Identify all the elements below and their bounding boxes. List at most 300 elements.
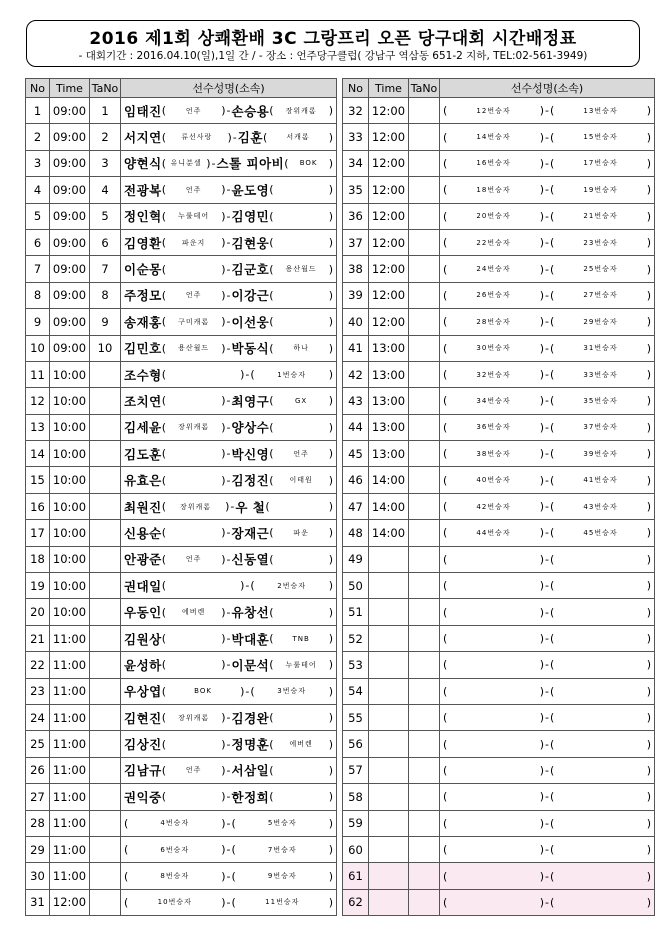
- match-pair: [124, 870, 333, 883]
- cell-no: 1: [26, 98, 50, 124]
- paren-open: (: [443, 711, 448, 725]
- cell-tano: [90, 520, 121, 546]
- dash-separator: -: [226, 183, 231, 197]
- player1-affiliation: 20번승자: [476, 212, 511, 221]
- match-pair: [443, 342, 651, 355]
- paren-close: ): [328, 526, 334, 540]
- match-pair: [124, 471, 333, 489]
- paren-close: ): [539, 552, 545, 566]
- table-row: [26, 678, 337, 704]
- player2-affiliation: 하나: [293, 344, 309, 353]
- player1-name: 김현진: [124, 710, 162, 726]
- paren-close: ): [328, 156, 334, 170]
- paren-close: ): [328, 790, 334, 804]
- paren-close: ): [539, 763, 545, 777]
- cell-time: 14:00: [369, 493, 409, 519]
- match-pair: [443, 711, 651, 724]
- cell-players: [121, 810, 337, 836]
- cell-no: 6: [26, 229, 50, 255]
- dash-separator: -: [226, 315, 231, 329]
- match-pair: [443, 606, 651, 619]
- cell-tano: [409, 493, 440, 519]
- paren-close: ): [221, 473, 226, 487]
- paren-close: ): [221, 183, 226, 197]
- paren-close: ): [221, 526, 226, 540]
- paren-open: (: [250, 579, 255, 593]
- cell-players: [440, 203, 655, 229]
- paren-close: ): [328, 895, 334, 909]
- player1-name: 우상엽: [124, 684, 162, 700]
- paren-close: ): [646, 130, 652, 144]
- cell-players: [440, 863, 655, 889]
- player1-name: 송재홍: [124, 314, 162, 330]
- cell-no: 55: [343, 704, 369, 730]
- paren-close: ): [646, 790, 652, 804]
- player2-name: 한정희: [231, 789, 270, 805]
- table-row: [26, 414, 337, 440]
- paren-open: (: [550, 763, 555, 777]
- dash-separator: -: [545, 315, 549, 329]
- cell-tano: 2: [90, 124, 121, 150]
- table-row: [26, 810, 337, 836]
- match-pair: [124, 682, 333, 700]
- table-row: [343, 599, 655, 625]
- cell-tano: [409, 177, 440, 203]
- paren-close: ): [539, 368, 545, 382]
- cell-tano: [90, 467, 121, 493]
- player1-name: 정인혁: [124, 209, 162, 225]
- player1-name: 이순몽: [124, 262, 162, 278]
- dash-separator: -: [545, 763, 549, 777]
- dash-separator: -: [545, 104, 549, 118]
- dash-separator: -: [545, 658, 549, 672]
- dash-separator: -: [226, 711, 231, 725]
- cell-no: 31: [26, 889, 50, 915]
- cell-time: 09:00: [50, 150, 90, 176]
- schedule-table-left: [25, 78, 337, 916]
- cell-no: 23: [26, 678, 50, 704]
- cell-players: [440, 150, 655, 176]
- paren-open: (: [250, 684, 255, 698]
- cell-players: [440, 177, 655, 203]
- player2-affiliation: GX: [295, 396, 308, 405]
- paren-close: ): [646, 763, 652, 777]
- match-pair: [124, 260, 333, 278]
- cell-tano: [90, 546, 121, 572]
- player1-affiliation: 40번승자: [476, 476, 511, 485]
- player1-affiliation: 류선사랑: [181, 133, 213, 142]
- player1-affiliation: 12번승자: [476, 106, 511, 115]
- player2-name: 우 철: [235, 499, 266, 515]
- paren-open: (: [161, 156, 167, 170]
- cell-time: 11:00: [50, 625, 90, 651]
- paren-open: (: [443, 183, 448, 197]
- paren-close: ): [539, 658, 545, 672]
- player1-name: 김도훈: [124, 446, 162, 462]
- cell-players: [121, 150, 337, 176]
- player1-affiliation: 4번승자: [160, 819, 190, 828]
- paren-close: ): [328, 315, 334, 329]
- paren-close: ): [240, 684, 245, 698]
- player2-affiliation: 13번승자: [583, 106, 618, 115]
- paren-open: (: [161, 420, 167, 434]
- table-row: [26, 836, 337, 862]
- cell-time: 09:00: [50, 282, 90, 308]
- player1-name: 권대일: [124, 578, 162, 594]
- dash-separator: -: [226, 341, 231, 355]
- dash-separator: -: [545, 843, 549, 857]
- paren-open: (: [550, 605, 555, 619]
- player1-affiliation: 언주: [185, 555, 202, 564]
- cell-tano: [409, 784, 440, 810]
- player2-affiliation: 41번승자: [583, 476, 618, 485]
- cell-players: [440, 388, 655, 414]
- cell-tano: [90, 599, 121, 625]
- cell-tano: 8: [90, 282, 121, 308]
- table-row: [343, 757, 655, 783]
- match-pair: [443, 500, 651, 513]
- match-pair: [443, 896, 651, 909]
- paren-open: (: [443, 315, 448, 329]
- table-row: [26, 203, 337, 229]
- table-row: [26, 546, 337, 572]
- cell-tano: [409, 520, 440, 546]
- paren-open: (: [231, 895, 236, 909]
- player2-affiliation: BOK: [299, 159, 318, 168]
- player1-affiliation: 38번승자: [476, 449, 511, 458]
- cell-no: 54: [343, 678, 369, 704]
- paren-close: ): [539, 183, 545, 197]
- paren-close: ): [221, 711, 226, 725]
- player2-name: 김경완: [231, 710, 270, 726]
- paren-close: ): [328, 684, 333, 698]
- paren-open: (: [443, 843, 448, 857]
- match-pair: [124, 154, 333, 172]
- player2-affiliation: 35번승자: [583, 396, 618, 405]
- paren-close: ): [328, 341, 334, 355]
- cell-players: [440, 98, 655, 124]
- match-pair: [124, 128, 333, 146]
- col-header-tano: TaNo: [409, 79, 440, 98]
- cell-no: 62: [343, 889, 369, 915]
- cell-time: 09:00: [50, 229, 90, 255]
- paren-open: (: [269, 790, 274, 804]
- paren-close: ): [539, 816, 545, 830]
- paren-open: (: [269, 711, 274, 725]
- cell-no: 60: [343, 836, 369, 862]
- paren-close: ): [646, 843, 652, 857]
- cell-no: 10: [26, 335, 50, 361]
- cell-time: 12:00: [50, 889, 90, 915]
- cell-no: 30: [26, 863, 50, 889]
- player1-affiliation: 8번승자: [160, 872, 190, 881]
- paren-close: ): [646, 632, 652, 645]
- paren-open: (: [269, 737, 274, 751]
- dash-separator: -: [545, 500, 549, 514]
- cell-players: [121, 335, 337, 361]
- table-row: [343, 441, 655, 467]
- player1-name: 안광준: [124, 552, 162, 568]
- dash-separator: -: [545, 816, 549, 830]
- cell-tano: 3: [90, 150, 121, 176]
- col-header-no: No: [26, 79, 50, 98]
- match-pair: [124, 234, 333, 252]
- cell-time: 09:00: [50, 335, 90, 361]
- cell-time: 11:00: [50, 731, 90, 757]
- cell-no: 17: [26, 520, 50, 546]
- cell-players: [121, 177, 337, 203]
- cell-tano: 10: [90, 335, 121, 361]
- dash-separator: -: [226, 447, 231, 461]
- player1-affiliation: 34번승자: [476, 396, 511, 405]
- paren-open: (: [161, 684, 167, 698]
- match-pair: [124, 286, 333, 304]
- paren-open: (: [550, 816, 555, 830]
- match-pair: [443, 843, 651, 856]
- table-row: [26, 757, 337, 783]
- table-row: [26, 784, 337, 810]
- paren-open: (: [443, 368, 448, 382]
- match-pair: [443, 579, 651, 592]
- cell-no: 26: [26, 757, 50, 783]
- paren-open: (: [550, 236, 555, 250]
- paren-open: (: [443, 130, 448, 144]
- cell-time: [369, 652, 409, 678]
- dash-separator: -: [226, 473, 231, 487]
- paren-open: (: [443, 895, 448, 909]
- paren-open: (: [550, 183, 555, 197]
- cell-tano: 6: [90, 229, 121, 255]
- paren-open: (: [550, 394, 555, 408]
- paren-open: (: [161, 236, 167, 250]
- paren-close: ): [539, 684, 545, 698]
- match-pair: [443, 738, 651, 751]
- player2-affiliation: 장위캐롬: [285, 106, 317, 115]
- paren-open: (: [161, 473, 167, 487]
- paren-open: (: [124, 895, 129, 909]
- cell-no: 57: [343, 757, 369, 783]
- cell-tano: [409, 836, 440, 862]
- table-row: [26, 441, 337, 467]
- paren-close: ): [328, 420, 334, 434]
- player2-affiliation: 이태원: [289, 476, 313, 485]
- paren-close: ): [328, 579, 333, 593]
- player2-name: 최영구: [231, 393, 270, 409]
- cell-tano: 7: [90, 256, 121, 282]
- paren-open: (: [269, 473, 274, 487]
- cell-players: [121, 493, 337, 519]
- paren-close: ): [539, 315, 545, 329]
- dash-separator: -: [230, 500, 235, 514]
- dash-separator: -: [545, 684, 549, 698]
- paren-close: ): [328, 552, 334, 566]
- player2-affiliation: 29번승자: [583, 317, 618, 326]
- cell-tano: [90, 388, 121, 414]
- cell-tano: [90, 414, 121, 440]
- table-row: [343, 520, 655, 546]
- paren-close: ): [539, 869, 545, 883]
- cell-tano: [409, 441, 440, 467]
- cell-time: [369, 678, 409, 704]
- dash-separator: -: [545, 711, 549, 725]
- table-row: [26, 282, 337, 308]
- player2-affiliation: 45번승자: [583, 528, 618, 537]
- player1-name: 김남규: [124, 763, 162, 779]
- cell-tano: [90, 493, 121, 519]
- cell-no: 15: [26, 467, 50, 493]
- cell-time: 11:00: [50, 678, 90, 704]
- match-pair: [443, 553, 651, 566]
- paren-open: (: [265, 500, 270, 514]
- cell-tano: [409, 203, 440, 229]
- dash-separator: -: [545, 895, 549, 909]
- cell-tano: [409, 150, 440, 176]
- cell-tano: [409, 546, 440, 572]
- match-pair: [124, 524, 333, 542]
- paren-open: (: [550, 869, 555, 883]
- col-header-no: No: [343, 79, 369, 98]
- table-row: [26, 98, 337, 124]
- dash-separator: -: [226, 605, 231, 619]
- cell-no: 42: [343, 361, 369, 387]
- cell-players: [121, 889, 337, 915]
- player2-affiliation: 5번승자: [267, 819, 297, 828]
- player1-affiliation: 16번승자: [476, 159, 511, 168]
- cell-no: 61: [343, 863, 369, 889]
- player2-name: 김정진: [231, 473, 270, 489]
- cell-tano: [90, 573, 121, 599]
- cell-players: [121, 282, 337, 308]
- cell-players: [440, 573, 655, 599]
- dash-separator: -: [226, 209, 231, 223]
- player1-affiliation: 42번승자: [476, 502, 511, 511]
- cell-tano: [409, 98, 440, 124]
- cell-time: 09:00: [50, 256, 90, 282]
- cell-players: [121, 203, 337, 229]
- cell-no: 13: [26, 414, 50, 440]
- cell-players: [121, 388, 337, 414]
- table-row: [343, 177, 655, 203]
- paren-open: (: [269, 209, 274, 223]
- cell-no: 5: [26, 203, 50, 229]
- paren-open: (: [161, 394, 167, 408]
- page-subtitle: - 대회기간 : 2016.04.10(일),1일 간 / - 장소 : 언주당구클럽( 강남구 역삼동 651-2 지하, TEL:02-561-3949): [78, 50, 588, 62]
- cell-no: 9: [26, 309, 50, 335]
- paren-open: (: [550, 288, 555, 302]
- cell-time: [369, 731, 409, 757]
- paren-open: (: [161, 790, 167, 804]
- match-pair: [443, 394, 651, 407]
- table-row: [343, 414, 655, 440]
- cell-players: [121, 98, 337, 124]
- paren-open: (: [161, 262, 167, 276]
- table-row: [343, 388, 655, 414]
- paren-close: ): [221, 209, 226, 223]
- dash-separator: -: [545, 473, 549, 487]
- player1-affiliation: 18번승자: [476, 185, 511, 194]
- cell-time: 12:00: [369, 309, 409, 335]
- cell-no: 45: [343, 441, 369, 467]
- cell-time: 09:00: [50, 203, 90, 229]
- dash-separator: -: [545, 288, 549, 302]
- player2-name: 김훈: [237, 130, 263, 146]
- cell-tano: [409, 652, 440, 678]
- paren-close: ): [221, 341, 226, 355]
- player1-name: 김영환: [124, 235, 162, 251]
- paren-open: (: [443, 209, 448, 223]
- match-pair: [443, 131, 651, 144]
- cell-players: [121, 361, 337, 387]
- player1-affiliation: 유니분셀: [170, 159, 202, 168]
- paren-open: (: [161, 763, 167, 777]
- cell-time: 10:00: [50, 599, 90, 625]
- cell-no: 24: [26, 704, 50, 730]
- cell-no: 39: [343, 282, 369, 308]
- paren-open: (: [443, 288, 448, 302]
- cell-no: 48: [343, 520, 369, 546]
- cell-tano: [409, 124, 440, 150]
- paren-close: ): [646, 869, 652, 883]
- cell-tano: [409, 889, 440, 915]
- cell-no: 21: [26, 625, 50, 651]
- cell-players: [440, 810, 655, 836]
- cell-players: [121, 652, 337, 678]
- table-row: [343, 863, 655, 889]
- cell-tano: [409, 599, 440, 625]
- paren-open: (: [443, 816, 448, 830]
- match-pair: [124, 418, 333, 436]
- paren-close: ): [328, 209, 334, 223]
- cell-tano: 9: [90, 309, 121, 335]
- paren-close: ): [646, 288, 652, 302]
- player1-name: 최원진: [124, 499, 162, 515]
- cell-time: 12:00: [369, 98, 409, 124]
- paren-open: (: [269, 183, 274, 197]
- table-row: [343, 573, 655, 599]
- player2-name: 이문석: [231, 657, 270, 673]
- cell-time: 12:00: [369, 177, 409, 203]
- match-pair: [443, 764, 651, 777]
- paren-close: ): [328, 711, 334, 725]
- player1-affiliation: 6번승자: [160, 845, 190, 854]
- cell-players: [440, 757, 655, 783]
- paren-open: (: [231, 843, 236, 857]
- cell-no: 14: [26, 441, 50, 467]
- col-header-players: 선수성명(소속): [440, 79, 655, 98]
- match-pair: [443, 447, 651, 460]
- paren-close: ): [539, 236, 545, 250]
- paren-close: ): [221, 737, 226, 751]
- cell-tano: 4: [90, 177, 121, 203]
- table-row: [343, 493, 655, 519]
- cell-time: 10:00: [50, 546, 90, 572]
- cell-tano: [409, 757, 440, 783]
- player1-affiliation: 언주: [185, 766, 202, 775]
- paren-close: ): [221, 552, 226, 566]
- player2-affiliation: 파운: [293, 528, 309, 537]
- cell-no: 47: [343, 493, 369, 519]
- match-pair: [124, 630, 333, 648]
- match-pair: [124, 339, 333, 357]
- player2-name: 윤도영: [231, 182, 270, 198]
- dash-separator: -: [545, 209, 549, 223]
- paren-close: ): [539, 104, 545, 118]
- paren-close: ): [328, 763, 334, 777]
- cell-players: [121, 731, 337, 757]
- dash-separator: -: [226, 737, 231, 751]
- cell-time: 13:00: [369, 414, 409, 440]
- paren-open: (: [550, 341, 555, 355]
